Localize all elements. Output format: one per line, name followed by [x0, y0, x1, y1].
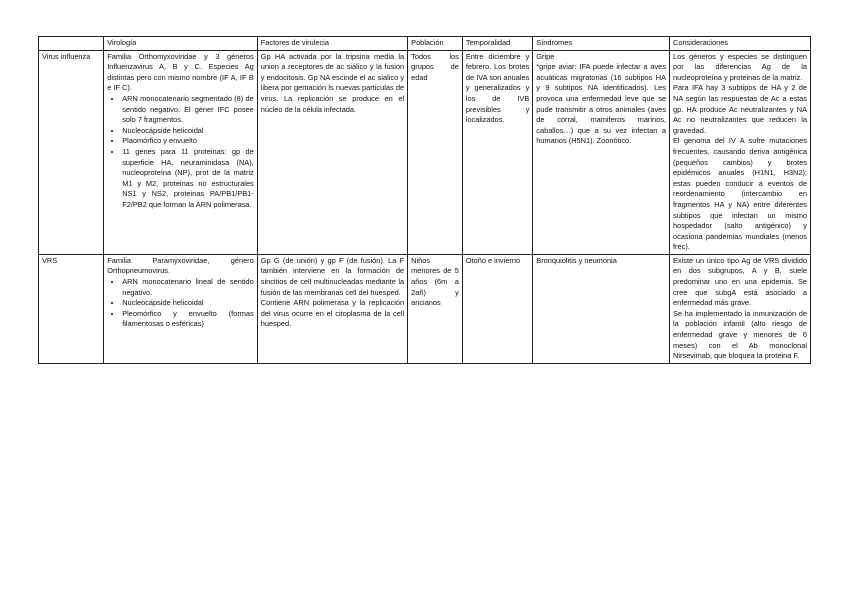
virologia-cell — [104, 254, 258, 363]
factores-cell — [257, 50, 407, 254]
header-sindromes: Síndromes — [533, 37, 670, 51]
sindromes-paragraph: Gripe — [536, 51, 555, 61]
factores-cell — [257, 254, 407, 363]
poblacion-cell: Niños menores de 5 años (6m a 2añ) y ancianos — [408, 254, 463, 363]
sindromes-cell — [533, 254, 670, 363]
list-item: • Plaomórfico y envuelto — [122, 136, 254, 147]
virologia-bullet-list — [107, 94, 254, 211]
list-item: • Nucleocápside helicoidal — [122, 126, 254, 137]
sindromes-paragraph: *gripe aviar: IFA puede infectar a aves acuáticas migratorias (16 subtipos HA y 9 subtipos NA identificados). Les provoca una enfermedad leve que se pude transmitir a otros animales (aves de corral, mamiferos marinos, caballos…) que a su vez infectan a humanos (H5N1). Zoonótico. — [536, 62, 666, 146]
list-item: • Pleomórfico y envuelto (formas filamentosas o esféricas) — [122, 309, 254, 330]
poblacion-cell: Todos los grupos de edad — [408, 50, 463, 254]
header-cell-blank — [39, 37, 104, 51]
row-name-cell: Virus influenza — [39, 50, 104, 254]
virologia-bullet-list — [107, 277, 254, 330]
virus-comparison-table — [38, 36, 811, 364]
header-row — [39, 37, 811, 51]
consideraciones-cell — [670, 50, 811, 254]
list-item: • 11 genes para 11 proteinas: gp de superficie HA, neuraminidasa (NA), nucleoproteína (NP), prot de la matriz M1 y M2, proteinas no estructurales NS1 y NS2, proteinas PA/PB1/PB1-F2/PB2 que forman la ARN polimerasa. — [122, 147, 254, 211]
list-item: • ARN monocatenario lineal de sentido negativo. — [122, 277, 254, 298]
sindromes-cell — [533, 50, 670, 254]
header-poblacion: Población — [408, 37, 463, 51]
factores-paragraph: Contiene ARN polimerasa y la replicación del virus ocurre en el citoplasma de la cell huesped. — [260, 298, 405, 329]
consideraciones-paragraph: Existe un único tipo Ag de VRS dividido en dos subgrupos, A y B, suele predominar uno en una epidemia. Se cree que subgA está asociado a enfermedad más grave. — [673, 255, 807, 308]
row-name-cell: VRS — [39, 254, 104, 363]
consideraciones-paragraph: El genoma del IV A sufre mutaciones frecuentes, causando deriva antigénica (pequeños cambios) y brotes epidémicos anuales (H1N1, H3N2); estas pueden conducir a eventos de reordenamiento (intercambio en fragmentos HA y NA) entre diferentes subtipos que infectan un mismo hospedador (salto antigénico) y ocasiona pandemias mundiales (menos frec). — [673, 136, 807, 252]
header-virologia: Virología — [104, 37, 258, 51]
consideraciones-paragraph: Para IFA hay 3 subtipos de HA y 2 de NA según las respuestas de Ac a estas gp. HA produce Ac neutralizantes y NA Ac no neutralizantes que reducen la gravedad. — [673, 83, 807, 135]
sindromes-paragraph: Bronquiolitis y neumonia — [536, 255, 617, 265]
virologia-cell — [104, 50, 258, 254]
list-item: • ARN monocatenario segmentado (8) de sentido negativo. El géner IFC posee solo 7 fragmentos. — [122, 94, 254, 126]
header-consideraciones: Consideraciones — [670, 37, 811, 51]
virologia-intro: Familia Paramyxoviridae, género Orthopneumovirus. — [107, 255, 254, 276]
consideraciones-paragraph: Los géneros y especies se distinguen por las diferencias Ag de la nucleoproteína y proteinas de la matriz. — [673, 51, 807, 82]
table-row — [39, 254, 811, 363]
factores-paragraph: Gp G (de unión) y gp F (de fusión). La F también interviene en la formación de sincitios de cell multinucleadas mediante la fusión de las membranas cell del huesped. — [260, 255, 405, 297]
factores-paragraph: Gp HA activada por la tripsina media la union a receptores de ac siálico y la fusion y endocitosis. Gp NA escinde el ac sialico y libera por gemación ls nuevas particulas de virus. La replicación se produce en el núcleo de la célula infectada. — [260, 51, 405, 114]
temporalidad-cell: Otoño e invierno — [462, 254, 532, 363]
consideraciones-cell — [670, 254, 811, 363]
list-item: • Nucleocápside helicoidal — [122, 298, 254, 309]
table-row — [39, 50, 811, 254]
virologia-intro: Familia Orthomyxoviridae y 3 géneros Influenzavirus A, B y C. Especies Ag distintas pero con mismo nombre (IF A, IF B e IF C). — [107, 51, 254, 93]
header-factores-virulencia: Factores de virulecia — [257, 37, 407, 51]
consideraciones-paragraph: Se ha implementado la inmunización de la población infantil (alto riesgo de enfermedad grave y menores de 6 meses) con el Ab monoclonal Nirsevimab, que bloquea la proteina F. — [673, 308, 807, 361]
temporalidad-cell: Entre diciembre y febrero. Los brotes de IVA son anuales y generalizados y los de IVB previsibles y localizados. — [462, 50, 532, 254]
header-temporalidad: Temporalidad — [462, 37, 532, 51]
